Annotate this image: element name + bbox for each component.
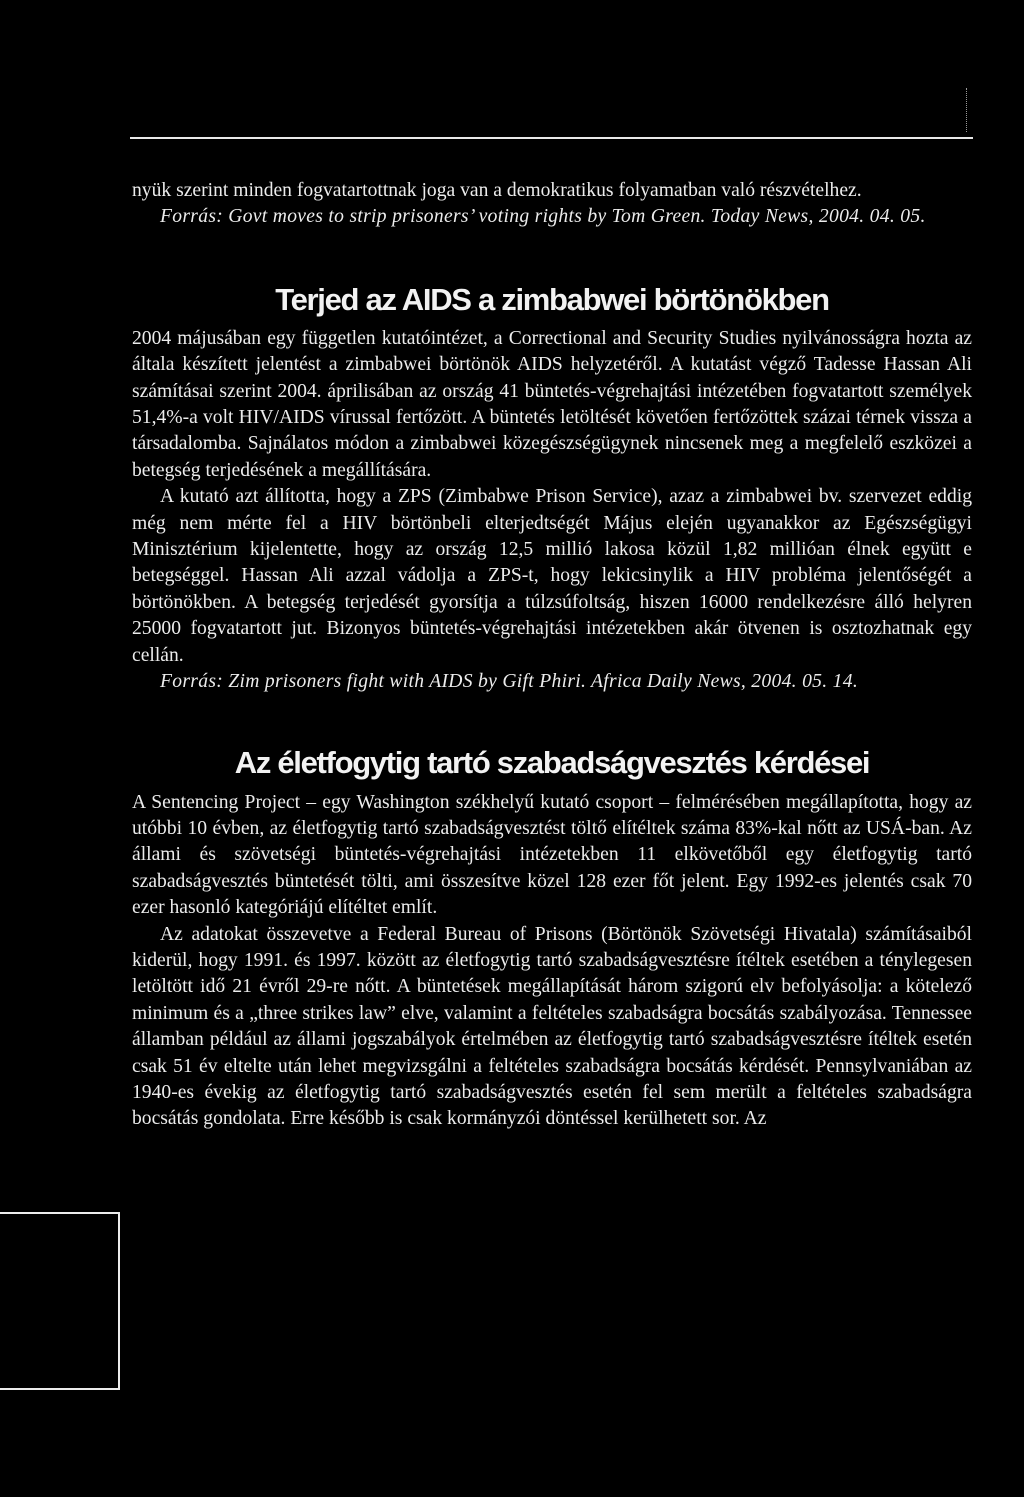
side-box <box>0 1212 120 1390</box>
corner-mark <box>966 88 973 132</box>
article2-paragraph-2: Az adatokat összevetve a Federal Bureau of Prisons (Börtönök Szövetségi Hivatala) számításaiból kiderül, hogy 1991. és 1997. között az életfogytig tartó szabadságvesztésre ítéltek esetében a ténylegesen letöltött idő 21 évről 29-re nőtt. A büntetések megállapítását három szigorú elv befolyásolja: a kötelező minimum és a „three strikes law” elve, valamint a feltételes szabadságra bocsátás szabályozása. Tennessee államban például az állami jogszabályok értelmében az életfogytig tartó szabadságvesztésre ítéltek esetén csak 51 év eltelte után lehet megvizsgálni a feltételes szabadságra bocsátás kérdését. Pennsylvaniában az 1940-es évekig az életfogytig tartó szabadságvesztés esetén fel sem merült a feltételes szabadságra bocsátás gondolata. Erre később is csak kormányzói döntéssel kerülhetett sor. Az <box>132 923 972 1130</box>
intro-source: Forrás: Govt moves to strip prisoners’ voting rights by Tom Green. Today News, 2004. 04. 05. <box>160 206 926 228</box>
article2-paragraph-1: A Sentencing Project – egy Washington székhelyű kutató csoport – felmérésében megállapította, hogy az utóbbi 10 évben, az életfogytig tartó szabadságvesztést töltő elítéltek száma 83%-kal nőtt az USÁ-ban. Az állami és szövetségi büntetés-végrehajtási intézetekben 11 elkövetőből egy életfogytig tartó szabadságvesztés büntetését tölti, ami összesítve közel 128 ezer főt jelent. Egy 1992-es jelentés csak 70 ezer hasonló kategóriájú elítéltet említ. <box>132 791 972 919</box>
article1-paragraph-2: A kutató azt állította, hogy a ZPS (Zimbabwe Prison Service), azaz a zimbabwei bv. szervezet eddig még nem mérte fel a HIV börtönbeli elterjedtségét Május elején ugyanakkor az Egészségügyi Minisztérium kijelentette, hogy az ország 12,5 millió lakosa közül 1,82 millióan élnek együtt e betegséggel. Hassan Ali azzal vádolja a ZPS-t, hogy lekicsinylik a HIV probléma jelentőségét a börtönökben. A betegség terjedését gyorsítja a túlzsúfoltság, hiszen 16000 rendelkezésre álló helyren 25000 fogvatartott jut. Bizonyos büntetés-végrehajtási intézetekben akár ötvenen is osztozhatnak egy cellán. <box>132 486 972 666</box>
article2-title: Az életfogytig tartó szabadságvesztés kérdései <box>234 744 870 780</box>
page-text <box>132 178 972 1133</box>
intro-text: nyük szerint minden fogvatartottnak joga van a demokratikus folyamatban való részvételhez. <box>132 180 862 201</box>
top-rule <box>130 137 973 139</box>
article1-paragraph-1: 2004 májusában egy független kutatóintézet, a Correctional and Security Studies nyilvánosságra hozta az általa készített jelentést a zimbabwei börtönök AIDS helyzetéről. A kutatást végző Tadesse Hassan Ali számításai szerint 2004. áprilisában az ország 41 büntetés-végrehajtási intézetében fogvatartott személyek 51,4%-a volt HIV/AIDS vírussal fertőzött. A büntetés letöltését követően fertőzöttek százai térnek vissza a társadalomba. Sajnálatos módon a zimbabwei közegészségügynek nincsenek meg a megfelelő eszközei a betegség terjedésének a megállítására. <box>132 327 972 481</box>
article1-source: Forrás: Zim prisoners fight with AIDS by Gift Phiri. Africa Daily News, 2004. 05. 14. <box>160 671 859 693</box>
article1-title: Terjed az AIDS a zimbabwei börtönökben <box>275 281 829 317</box>
